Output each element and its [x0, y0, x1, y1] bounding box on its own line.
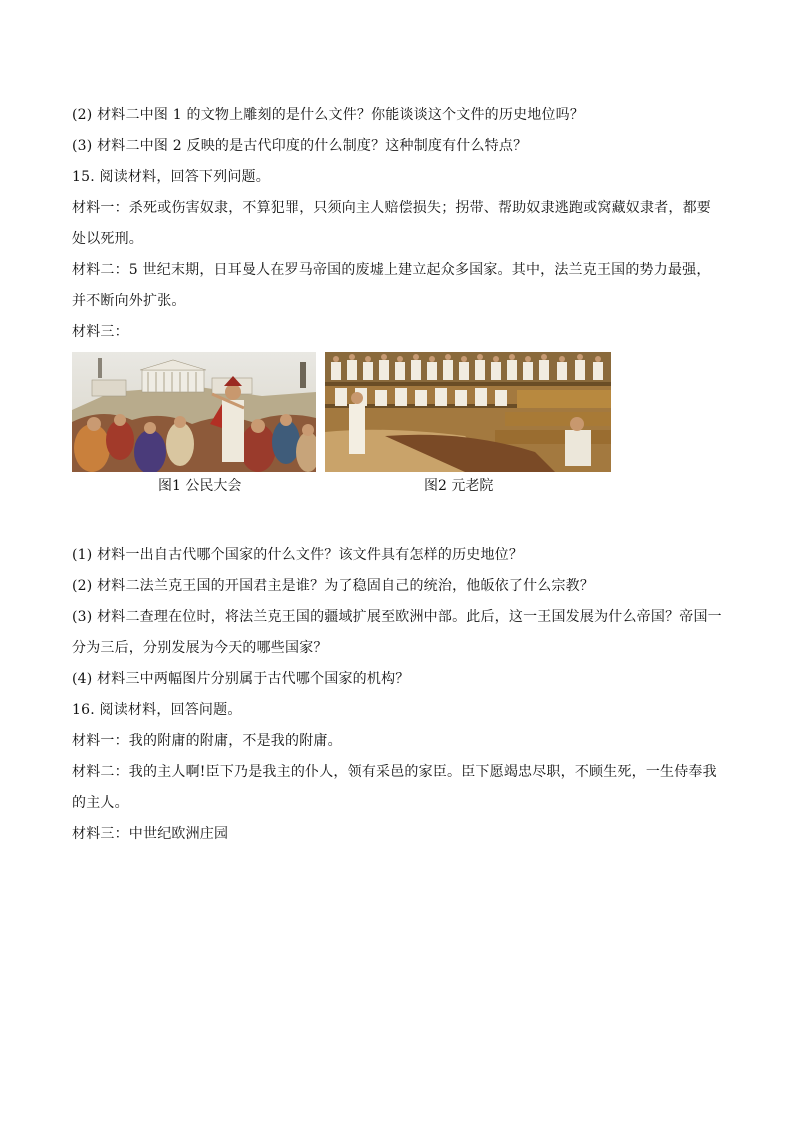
- question-15-part-4: (4) 材料三中两幅图片分别属于古代哪个国家的机构？: [72, 671, 410, 687]
- figure-2-caption: 图2 元老院: [424, 478, 494, 494]
- question-16-material-2: 材料二：我的主人啊!臣下乃是我主的仆人，领有采邑的家臣。臣下愿竭忠尽职，不顾生死，一生侍奉我的主人。: [72, 764, 717, 811]
- figure-1-caption: 图1 公民大会: [158, 478, 242, 494]
- question-16-material-3: 材料三：中世纪欧洲庄园: [72, 826, 229, 842]
- figure-1: [72, 352, 316, 494]
- figure-2: [325, 352, 611, 494]
- question-15-material-2: 材料二：5 世纪末期，日耳曼人在罗马帝国的废墟上建立起众多国家。其中，法兰克王国的势力最强，并不断向外扩张。: [72, 262, 711, 309]
- question-14-part-3: (3) 材料二中图 2 反映的是古代印度的什么制度？这种制度有什么特点？: [72, 138, 528, 154]
- citizens-assembly-painting: [72, 352, 316, 472]
- question-15-material-1: 材料一：杀死或伤害奴隶，不算犯罪，只须向主人赔偿损失；拐带、帮助奴隶逃跑或窝藏奴隶者，都要处以死刑。: [72, 200, 711, 247]
- question-15-part-1: (1) 材料一出自古代哪个国家的什么文件？该文件具有怎样的历史地位？: [72, 547, 524, 563]
- material-3-figures: [72, 352, 724, 522]
- roman-senate-painting: [325, 352, 611, 472]
- question-15-part-2: (2) 材料二法兰克王国的开国君主是谁？为了稳固自己的统治，他皈依了什么宗教？: [72, 578, 595, 594]
- question-16-material-1: 材料一：我的附庸的附庸，不是我的附庸。: [72, 733, 342, 749]
- question-15-part-3: (3) 材料二查理在位时，将法兰克王国的疆域扩展至欧洲中部。此后，这一王国发展为什么帝国？帝国一分为三后，分别发展为今天的哪些国家？: [72, 609, 722, 656]
- question-16-heading: 16. 阅读材料，回答问题。: [72, 702, 242, 718]
- question-15-material-3: 材料三：: [72, 324, 129, 340]
- exam-page: [72, 100, 724, 850]
- question-14-part-2: (2) 材料二中图 1 的文物上雕刻的是什么文件？你能谈谈这个文件的历史地位吗？: [72, 107, 585, 123]
- question-15-heading: 15. 阅读材料，回答下列问题。: [72, 169, 270, 185]
